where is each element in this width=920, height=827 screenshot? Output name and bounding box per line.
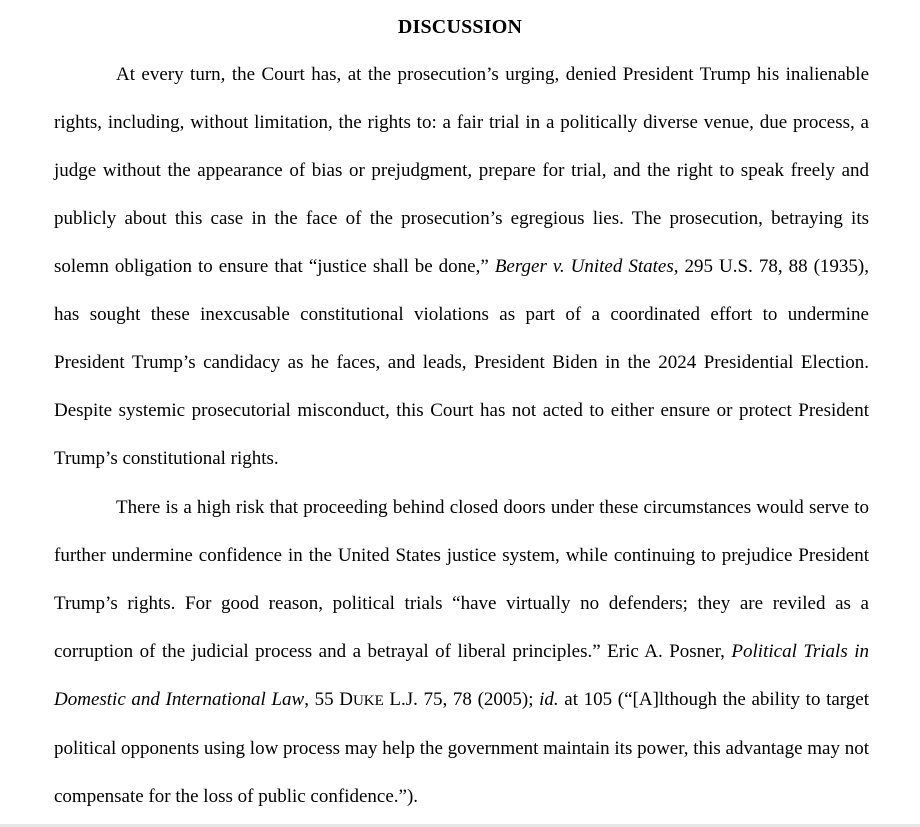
case-citation-name: Berger v. United States [494,256,674,277]
paragraph-2-text-c: L.J. 75, 78 (2005); [383,689,540,710]
paragraph-2 [54,484,869,821]
paragraph-2-text-d: at 105 (“[A]lthough the ability to target political opponents using low process may help the government maintain its power, this advantage may not compensate for the loss of public confidence.”). [54,689,870,807]
paragraph-1-text-a: At every turn, the Court has, at the prosecution’s urging, denied President Trump his inalienable rights, including, without limitation, the rights to: a fair trial in a politically diverse venue, due process, a judge without the appearance of bias or prejudgment, prepare for trial, and the right to speak freely and publicly about this case in the face of the prosecution’s egregious lies. The prosecution, betraying its solemn obligation to ensure that “justice shall be done,” [54,64,869,277]
paragraph-2-text-a: There is a high risk that proceeding behind closed doors under these circumstances would serve to further undermine confidence in the United States justice system, while continuing to prejudice President Trump’s rights. For good reason, political trials “have virtually no defenders; they are reviled as a corruption of the judicial process and a betrayal of liberal principles.” Eric A. Posner, [54,497,869,662]
journal-name-smallcaps: UKE [352,693,384,709]
id-citation: id. [539,689,559,710]
paragraph-1-text-b: , 295 U.S. 78, 88 (1935), has sought these inexcusable constitutional violations as part of a coordinated effort to undermine President Trump’s candidacy as he faces, and leads, President Biden in the 2024 Presidential Election. Despite systemic prosecutorial misconduct, this Court has not acted to either ensure or protect President Trump’s constitutional rights. [54,256,869,469]
paragraph-1 [54,51,869,483]
paragraph-2-text-b: , 55 D [304,689,353,710]
article-title: Political Trials in Domestic and International Law [54,641,869,710]
section-heading: DISCUSSION [397,16,523,38]
